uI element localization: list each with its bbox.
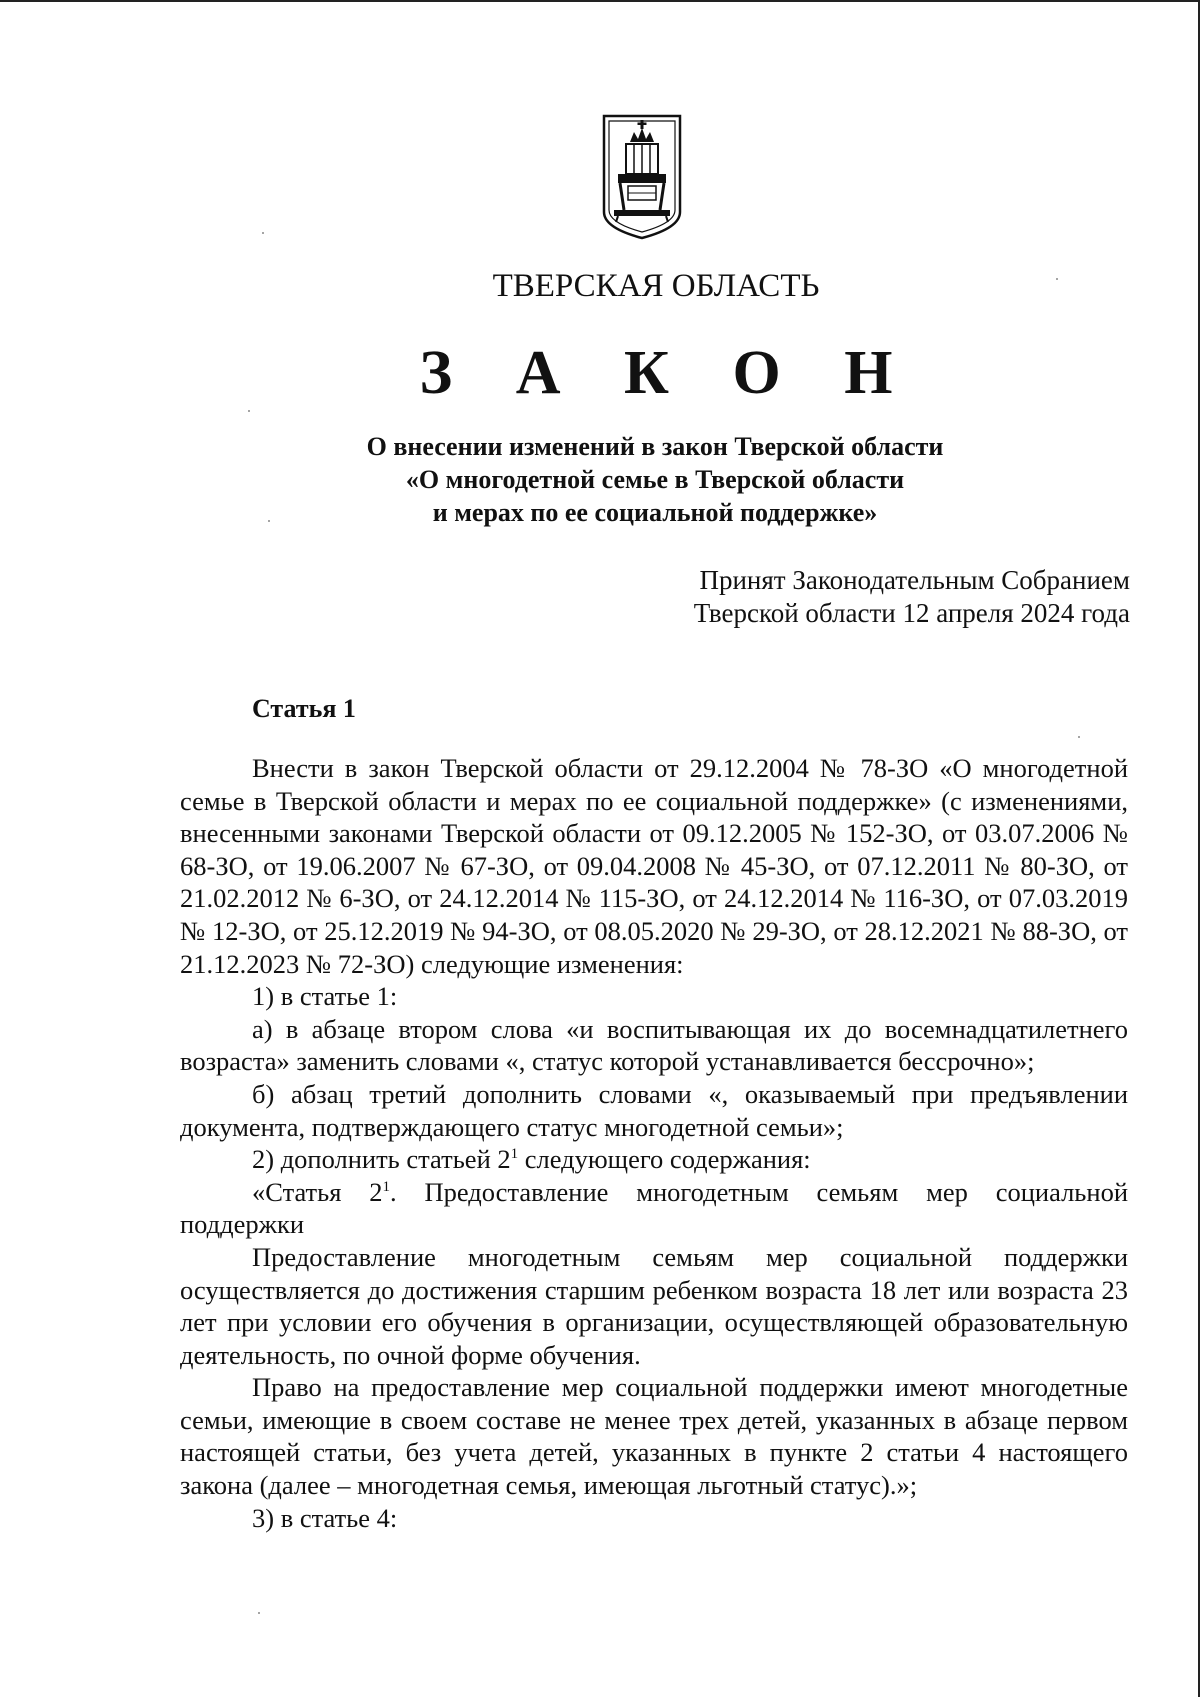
scan-speck <box>268 520 270 522</box>
paragraph <box>180 1176 1128 1241</box>
adoption-note <box>560 564 1130 630</box>
paragraph: 3) в статье 4: <box>252 1502 398 1533</box>
adoption-line: Тверской области 12 апреля 2024 года <box>693 598 1130 628</box>
paragraph: а) в абзаце втором слова «и воспитывающая их до восемнадцатилетнего возраста» заменить словами «, статус которой устанавливается бессрочно»; <box>180 1013 1128 1077</box>
law-name <box>220 430 1090 529</box>
scan-speck <box>258 1612 260 1614</box>
scan-speck <box>248 410 250 412</box>
paragraph <box>180 1143 1128 1176</box>
paragraph: 1) в статье 1: <box>252 981 398 1012</box>
law-name-line: «О многодетной семье в Тверской области <box>405 465 905 494</box>
law-name-line: и мерах по ее социальной поддержке» <box>432 498 878 527</box>
text-run: 2) дополнить статьей 2 <box>252 1144 511 1175</box>
superscript: 1 <box>510 1146 519 1163</box>
paragraph: Внести в закон Тверской области от 29.12.2004 № 78-ЗО «О многодетной семье в Тверской области и мерах по ее социальной поддержке» (с изменениями, внесенными законами Тверской области от 09.12.2005 № 152-ЗО, от 03.07.2006 № 68-ЗО, от 19.06.2007 № 67-ЗО, от 09.04.2008 № 45-ЗО, от 07.12.2011 № 80-ЗО, от 21.02.2012 № 6-ЗО, от 24.12.2014 № 115-ЗО, от 24.12.2014 № 116-ЗО, от 07.03.2019 № 12-ЗО, от 25.12.2019 № 94-ЗО, от 08.05.2020 № 29-ЗО, от 28.12.2021 № 88-ЗО, от 21.12.2023 № 72-ЗО) следующие изменения: <box>180 753 1128 979</box>
law-title: З А К О Н <box>419 339 917 407</box>
paragraph: б) абзац третий дополнить словами «, оказываемый при предъявлении документа, подтверждающего статус многодетной семьи»; <box>180 1078 1128 1142</box>
article-body <box>180 752 1128 1534</box>
paragraph: Предоставление многодетным семьям мер социальной поддержки осуществляется до достижения старшим ребенком возраста 18 лет или возраста 23 лет при условии его обучения в организации, осуществляющей образовательную деятельность, по очной форме обучения. <box>180 1241 1128 1370</box>
scan-speck <box>1078 736 1080 738</box>
text-run: . Предоставление многодетным семьям мер социальной поддержки <box>180 1176 1128 1240</box>
text-run: «Статья 2 <box>252 1176 383 1207</box>
article-heading: Статья 1 <box>252 694 356 723</box>
adoption-line: Принят Законодательным Собранием <box>699 565 1130 595</box>
scan-edge-top <box>0 0 1200 2</box>
scan-speck <box>1056 278 1058 280</box>
coat-of-arms-icon <box>600 112 684 242</box>
paragraph: Право на предоставление мер социальной поддержки имеют многодетные семьи, имеющие в своем составе не менее трех детей, указанных в абзаце первом настоящей статьи, без учета детей, указанных в пункте 2 статьи 4 настоящего закона (далее – многодетная семья, имеющая льготный статус).»; <box>180 1372 1128 1501</box>
region-name: ТВЕРСКАЯ ОБЛАСТЬ <box>492 268 820 304</box>
scan-speck <box>262 232 264 234</box>
superscript: 1 <box>382 1178 391 1195</box>
law-name-line: О внесении изменений в закон Тверской области <box>366 432 944 461</box>
text-run: следующего содержания: <box>518 1144 811 1175</box>
